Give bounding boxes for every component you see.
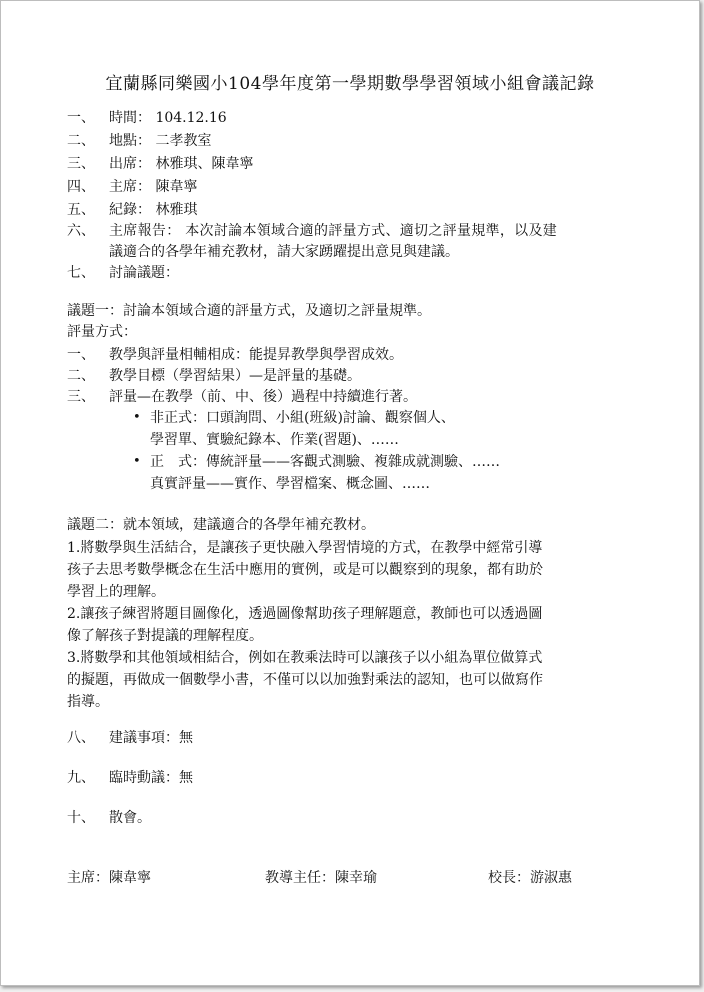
topic2-line: 學習上的理解。 — [67, 584, 165, 600]
topic2-line: 2.讓孩子練習將題目圖像化，透過圖像幫助孩子理解題意，教師也可以透過圖 — [67, 606, 543, 622]
topic1-subheading: 評量方式： — [67, 324, 137, 340]
signature-principal: 校長：游淑惠 — [488, 870, 572, 886]
bullet-icon: • — [133, 454, 141, 469]
topic1-heading: 議題一：討論本領域合適的評量方式，及適切之評量規準。 — [67, 303, 431, 319]
topic2-line: 3.將數學和其他領域相結合，例如在教乘法時可以讓孩子以小組為單位做算式 — [67, 650, 543, 666]
topic2-line: 的擬題，再做成一個數學小書，不僅可以以加強對乘法的認知，也可以做寫作 — [67, 672, 543, 688]
document-page: 宜蘭縣同樂國小104學年度第一學期數學學習領域小組會議記錄 一、 時間： 104.12.16 二、 地點： 二孝教室 三、 出席： 林雅琪、陳韋寧 四、 主席： 陳韋寧 五、 紀錄： 林雅琪 六、 主席報告： 本次討論本領域合適的評量方式、適切之評量規準，以及建 議適合的各學年補充教材，請大家踴躍提出意見與建議。 七、 討論議題： 議題一：討論本領域合適的評量方式，及適切之評量規準。 評量方式： 一、 教學與評量相輔相成：能提昇教學與學習成效。 二、 教學目標（學習結果）—是評量的基礎。 三、 評量—在教學（前、中、後）過程中持續進行著。 • 非正式：口頭詢問、小組(班級)討論、觀察個人、 學習單、實驗紀錄本、作業(習題)、…… • 正 式：傳統評量——客觀式測驗、複雜成就測驗、…… 真實評量——實作、學習檔案、概念圖、…… 議題二：就本領域，建議適合的各學年補充教材。 1.將數學與生活結合，是讓孩子更快融入學習情境的方式，在教學中經常引導 孩子去思考數學概念在生活中應用的實例，或是可以觀察到的現象，都有助於 學習上的理解。 2.讓孩子練習將題目圖像化，透過圖像幫助孩子理解題意，教師也可以透過圖 像了解孩子對提議的理解程度。 3.將數學和其他領域相結合，例如在教乘法時可以讓孩子以小組為單位做算式 的擬題，再做成一個數學小書，不僅可以以加強對乘法的認知，也可以做寫作 指導。 八、 建議事項：無 九、 臨時動議：無 十、 散會。 主席：陳韋寧 教導主任：陳幸瑜 校長：游淑惠 — [0, 0, 700, 986]
topic2-line: 指導。 — [67, 694, 109, 710]
document-title: 宜蘭縣同樂國小104學年度第一學期數學學習領域小組會議記錄 — [105, 74, 595, 94]
signature-director: 教導主任：陳幸瑜 — [265, 870, 377, 886]
bullet-icon: • — [133, 410, 141, 425]
topic2-line: 孩子去思考數學概念在生活中應用的實例，或是可以觀察到的現象，都有助於 — [67, 562, 543, 578]
topic2-line: 1.將數學與生活結合，是讓孩子更快融入學習情境的方式，在教學中經常引導 — [67, 540, 543, 556]
topic2-heading: 議題二：就本領域，建議適合的各學年補充教材。 — [67, 517, 375, 533]
topic2-line: 像了解孩子對提議的理解程度。 — [67, 628, 263, 644]
signature-chair: 主席：陳韋寧 — [67, 870, 151, 886]
